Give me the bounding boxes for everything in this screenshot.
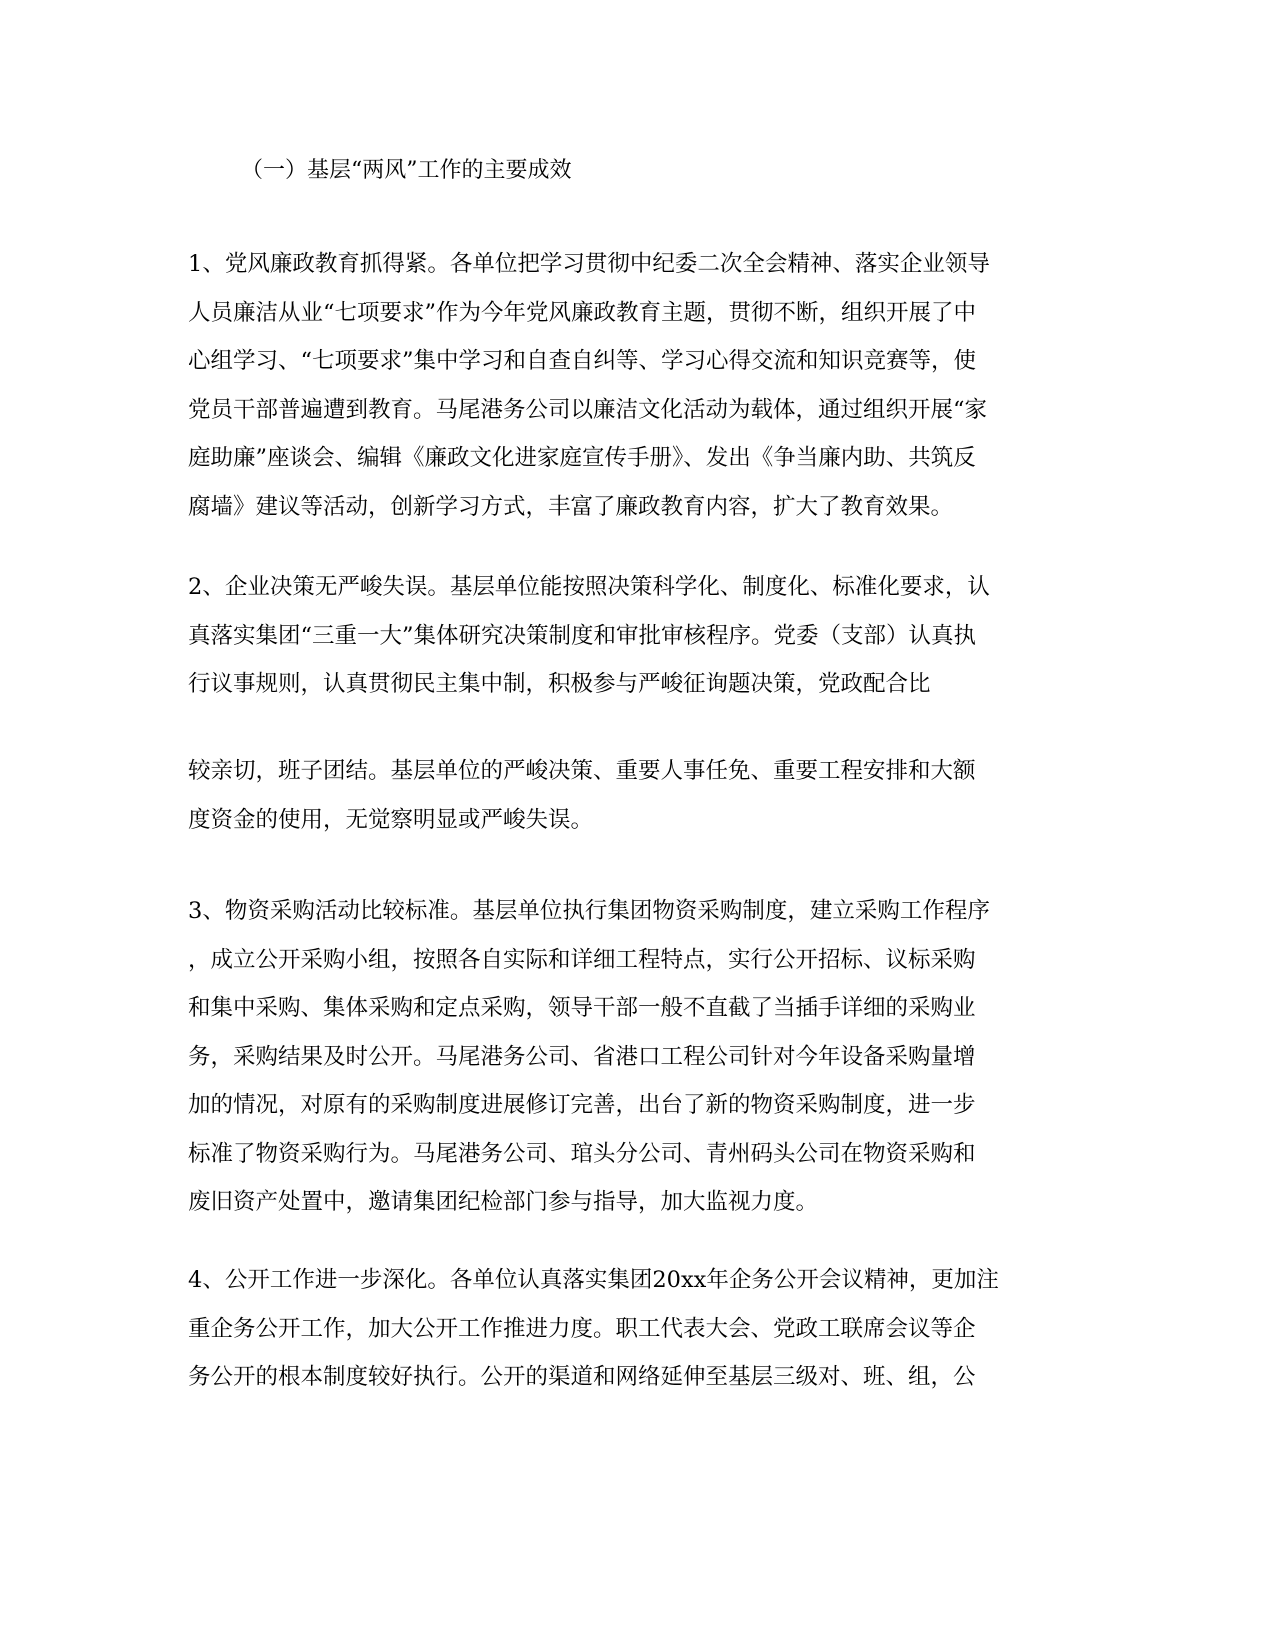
text-line: 务公开的根本制度较好执行。公开的渠道和网络延伸至基层三级对、班、组，公 bbox=[188, 1364, 976, 1390]
text-line: 较亲切，班子团结。基层单位的严峻决策、重要人事任免、重要工程安排和大额 bbox=[188, 758, 976, 784]
paragraph-4 bbox=[188, 1256, 1078, 1402]
text-line: 务，采购结果及时公开。马尾港务公司、省港口工程公司针对今年设备采购量增 bbox=[188, 1043, 976, 1070]
text-line: 标准了物资采购行为。马尾港务公司、琯头分公司、青州码头公司在物资采购和 bbox=[188, 1140, 976, 1167]
paragraph-3 bbox=[188, 887, 1078, 1227]
text-line: 废旧资产处置中，邀请集团纪检部门参与指导，加大监视力度。 bbox=[188, 1189, 819, 1215]
paragraph-1 bbox=[188, 240, 1078, 531]
section-heading: （一）基层“两风”工作的主要成效 bbox=[241, 158, 572, 183]
text-line: 庭助廉”座谈会、编辑《廉政文化进家庭宣传手册》、发出《争当廉内助、共筑反 bbox=[188, 445, 976, 471]
text-line: 1、党风廉政教育抓得紧。各单位把学习贯彻中纪委二次全会精神、落实企业领导 bbox=[188, 251, 990, 277]
text-line: 心组学习、“七项要求”集中学习和自查自纠等、学习心得交流和知识竞赛等，使 bbox=[188, 348, 977, 374]
text-line: 重企务公开工作，加大公开工作推进力度。职工代表大会、党政工联席会议等企 bbox=[188, 1315, 976, 1342]
text-line: 腐墙》建议等活动，创新学习方式，丰富了廉政教育内容，扩大了教育效果。 bbox=[188, 493, 954, 520]
paragraph-2 bbox=[188, 563, 1078, 709]
text-line: 人员廉洁从业“七项要求”作为今年党风廉政教育主题，贯彻不断，组织开展了中 bbox=[188, 299, 977, 326]
text-line: ，成立公开采购小组，按照各自实际和详细工程特点，实行公开招标、议标采购 bbox=[188, 946, 976, 973]
text-line: 和集中采购、集体采购和定点采购，领导干部一般不直截了当插手详细的采购业 bbox=[188, 995, 976, 1021]
text-line: 4、公开工作进一步深化。各单位认真落实集团20xx年企务公开会议精神，更加注 bbox=[188, 1267, 999, 1293]
text-line: 真落实集团“三重一大”集体研究决策制度和审批审核程序。党委（支部）认真执 bbox=[188, 622, 977, 649]
text-line: 行议事规则，认真贯彻民主集中制，积极参与严峻征询题决策，党政配合比 bbox=[188, 671, 931, 697]
text-line: 加的情况，对原有的采购制度进展修订完善，出台了新的物资采购制度，进一步 bbox=[188, 1092, 976, 1118]
text-line: 2、企业决策无严峻失误。基层单位能按照决策科学化、制度化、标准化要求，认 bbox=[188, 574, 990, 600]
paragraph-2-continued bbox=[188, 747, 1078, 844]
text-line: 党员干部普遍遭到教育。马尾港务公司以廉洁文化活动为载体，通过组织开展“家 bbox=[188, 396, 988, 423]
text-line: 度资金的使用，无觉察明显或严峻失误。 bbox=[188, 806, 594, 833]
text-line: 3、物资采购活动比较标准。基层单位执行集团物资采购制度，建立采购工作程序 bbox=[188, 898, 990, 924]
